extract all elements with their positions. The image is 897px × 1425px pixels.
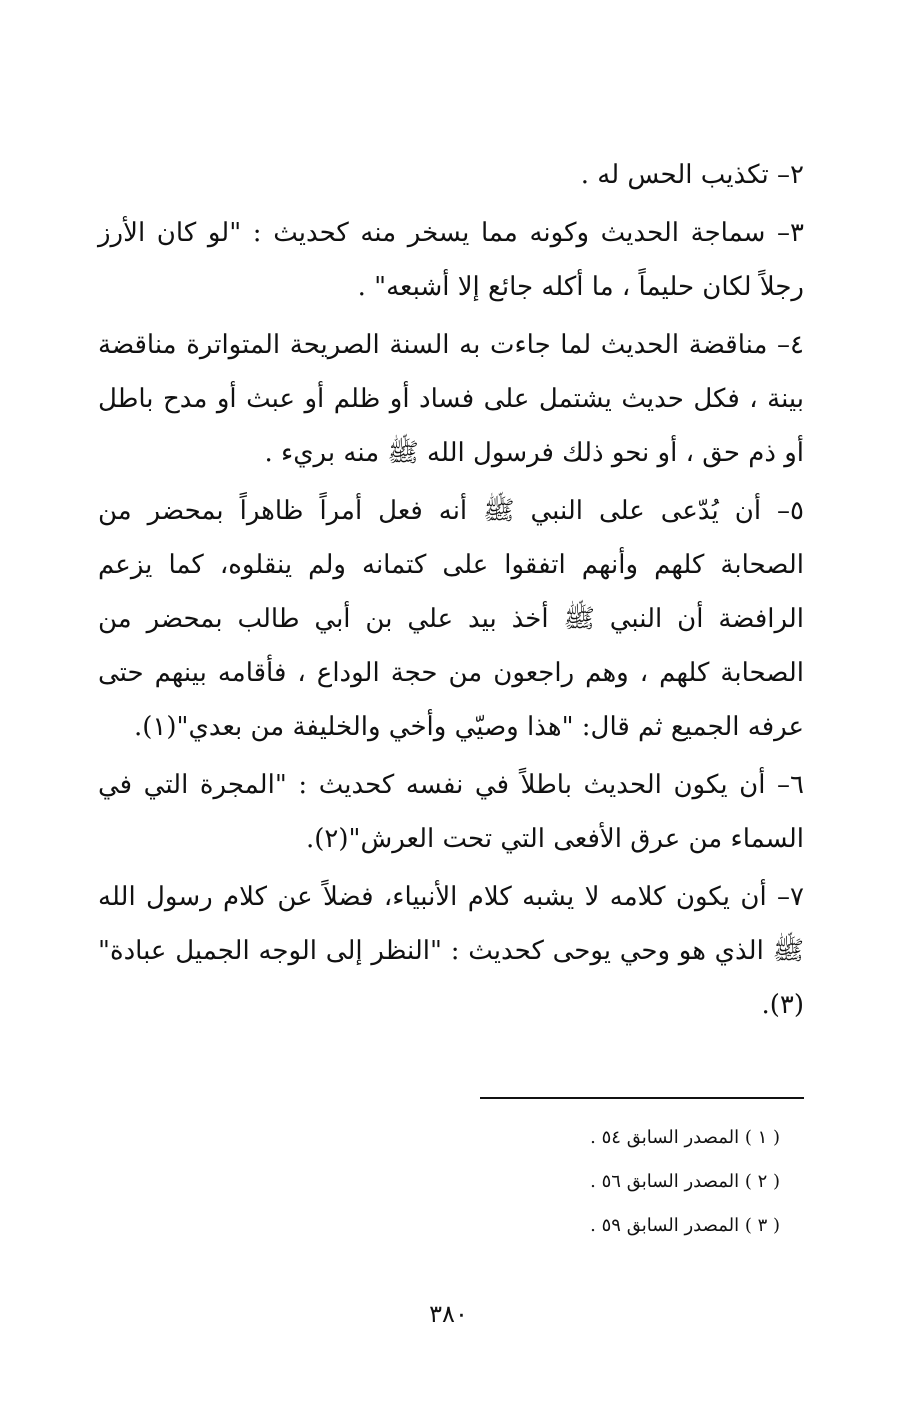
paragraph-5: ٥– أن يُدّعى على النبي ﷺ أنه فعل أمراً ظاهراً بمحضر من الصحابة كلهم وأنهم اتفقوا على كتمانه ولم ينقلوه، كما يزعم الرافضة أن النبي ﷺ أخذ بيد علي بن أبي طالب بمحضر من الصحابة كلهم ، وهم راجعون من حجة الوداع ، فأقامه بينهم حتى عرفه الجميع ثم قال: "هذا وصيّي وأخي والخليفة من بعدي"(١).	[98, 496, 804, 742]
main-text	[98, 148, 804, 1036]
page-number: ٣٨٠	[429, 1300, 468, 1328]
footnote-2: ( ٢ ) المصدر السابق ٥٦ .	[590, 1171, 780, 1192]
paragraph-2: ٢– تكذيب الحس له .	[580, 160, 804, 190]
footnote-divider	[480, 1097, 804, 1099]
footnotes	[480, 1116, 780, 1248]
paragraph-6: ٦– أن يكون الحديث باطلاً في نفسه كحديث : "المجرة التي في السماء من عرق الأفعى التي تحت العرش"(٢).	[98, 770, 804, 854]
paragraph-4: ٤– مناقضة الحديث لما جاءت به السنة الصريحة المتواترة مناقضة بينة ، فكل حديث يشتمل على فساد أو ظلم أو عبث أو مدح باطل أو ذم حق ، أو نحو ذلك فرسول الله ﷺ منه بريء .	[98, 330, 804, 468]
footnote-3: ( ٣ ) المصدر السابق ٥٩ .	[590, 1215, 780, 1236]
paragraph-3: ٣– سماجة الحديث وكونه مما يسخر منه كحديث : "لو كان الأرز رجلاً لكان حليماً ، ما أكله جائع إلا أشبعه" .	[98, 218, 804, 302]
footnote-1: ( ١ ) المصدر السابق ٥٤ .	[590, 1127, 780, 1148]
paragraph-7: ٧– أن يكون كلامه لا يشبه كلام الأنبياء، فضلاً عن كلام رسول الله ﷺ الذي هو وحي يوحى كحديث : "النظر إلى الوجه الجميل عبادة"(٣).	[98, 882, 804, 1020]
